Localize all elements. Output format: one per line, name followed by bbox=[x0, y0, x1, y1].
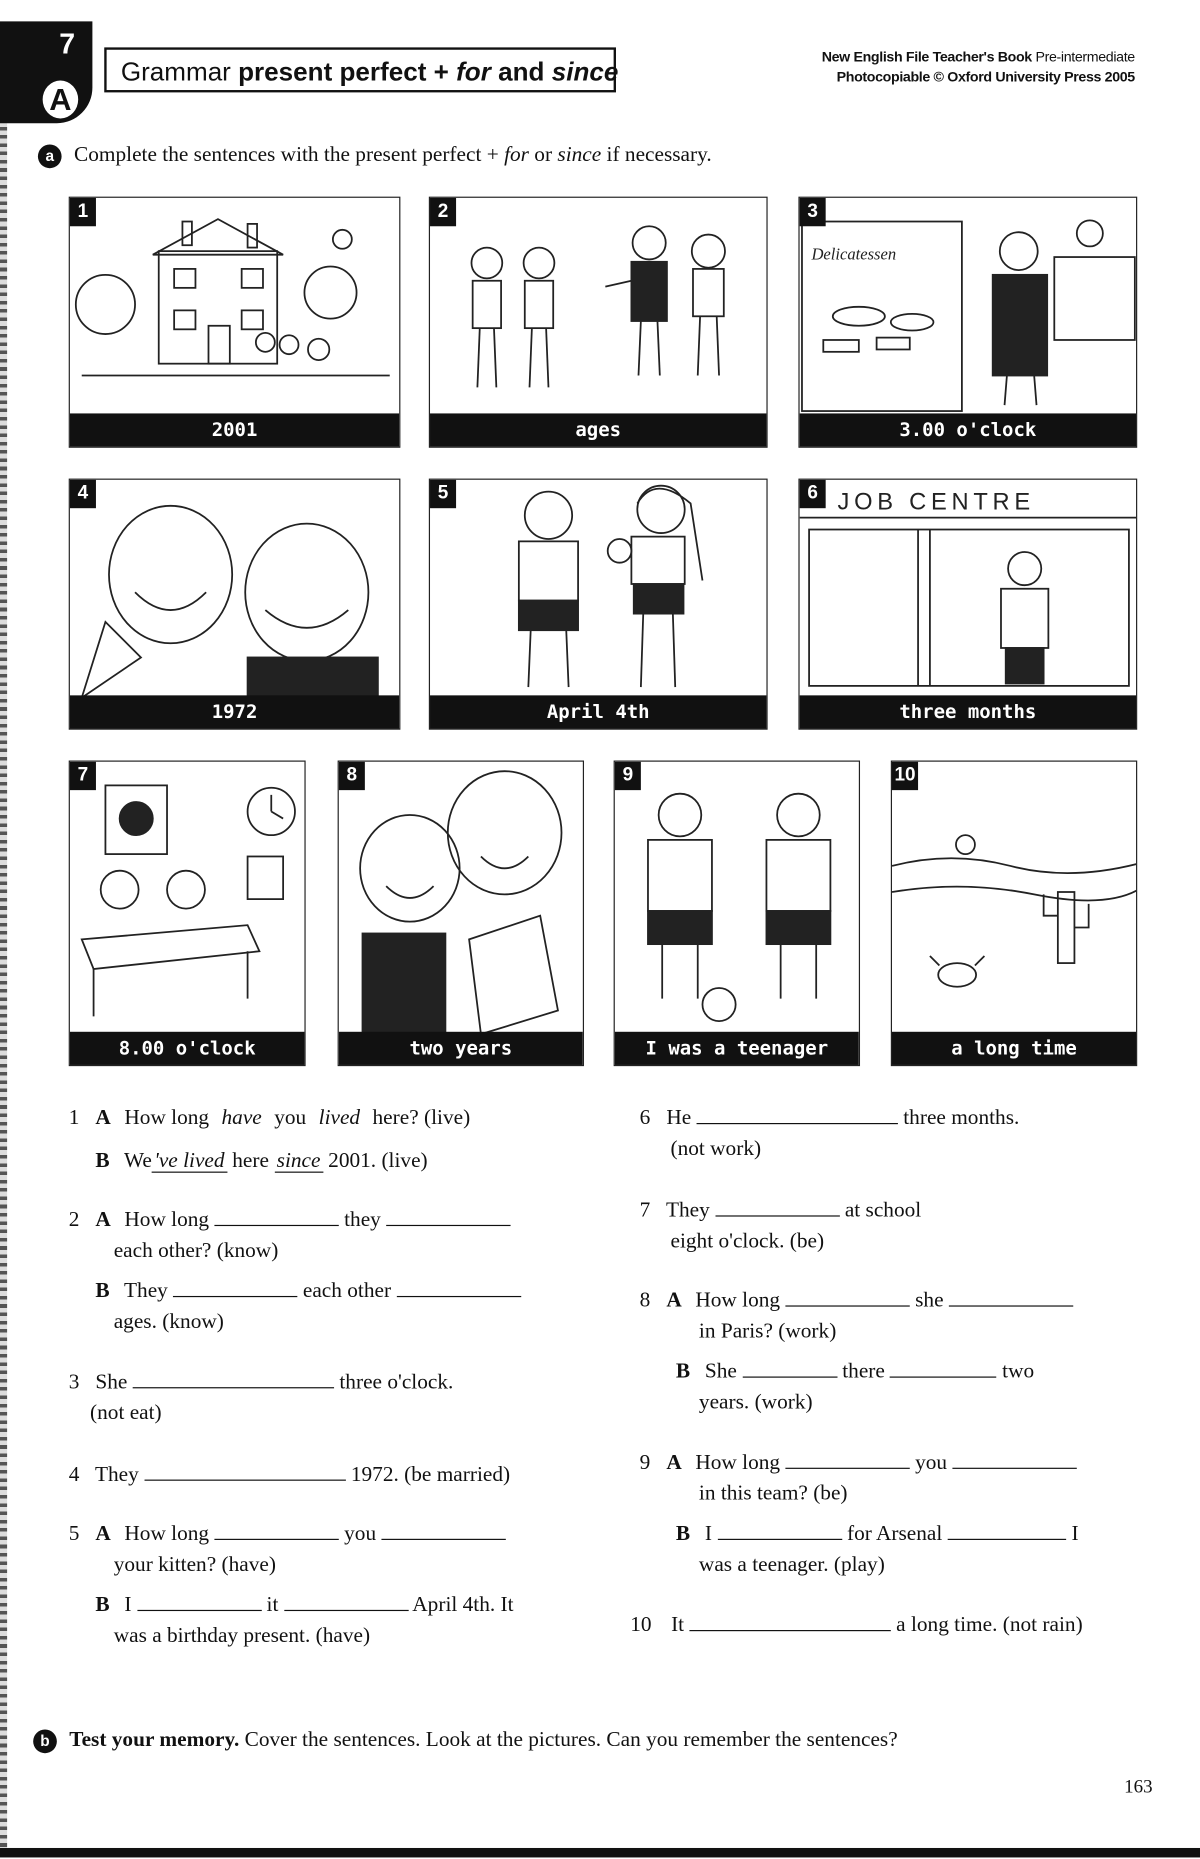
exercise-5 bbox=[69, 1517, 514, 1650]
text: (not eat) bbox=[90, 1400, 162, 1424]
text: your kitten? (have) bbox=[113, 1551, 276, 1576]
football-players-icon bbox=[615, 762, 860, 1034]
picture-panel-8 bbox=[338, 761, 584, 1067]
text: they bbox=[344, 1207, 381, 1231]
picture-panel-9 bbox=[614, 761, 860, 1067]
exercise-number: 2 bbox=[68, 1207, 80, 1231]
exercise-number: 9 bbox=[639, 1449, 651, 1474]
delicatessen-woman-icon bbox=[800, 198, 1138, 416]
picture-number: 5 bbox=[430, 480, 456, 508]
text: was a teenager. (play) bbox=[698, 1551, 885, 1576]
picture-number: 1 bbox=[70, 198, 96, 226]
example-answer: have bbox=[221, 1105, 262, 1129]
exercise-number: 3 bbox=[68, 1369, 80, 1394]
picture-number: 8 bbox=[339, 762, 365, 790]
exercise-2 bbox=[69, 1204, 521, 1337]
text: in this team? (be) bbox=[698, 1480, 848, 1505]
instruction-since: since bbox=[557, 142, 602, 166]
picture-caption: three months bbox=[800, 695, 1136, 728]
unit-badge bbox=[0, 21, 92, 123]
publisher-copyright: Photocopiable © Oxford University Press 2005 bbox=[836, 68, 1135, 86]
example-answer: lived bbox=[318, 1105, 361, 1129]
couple-with-map-icon bbox=[339, 762, 584, 1034]
text: 1972. (be married) bbox=[350, 1461, 511, 1486]
answer-blank[interactable] bbox=[949, 1284, 1073, 1307]
text: How long bbox=[695, 1449, 781, 1474]
wedding-couple-icon bbox=[70, 480, 401, 698]
school-boys-desk-icon bbox=[70, 762, 306, 1034]
answer-blank[interactable] bbox=[396, 1275, 520, 1298]
exercise-number: 7 bbox=[639, 1197, 651, 1222]
speaker-b: B bbox=[95, 1278, 110, 1302]
picture-number: 2 bbox=[430, 198, 456, 226]
text: here bbox=[232, 1147, 269, 1172]
page-title bbox=[104, 47, 619, 92]
speaker-b: B bbox=[675, 1358, 691, 1383]
answer-blank[interactable] bbox=[137, 1589, 261, 1612]
exercise-3 bbox=[69, 1366, 454, 1428]
text: in Paris? (work) bbox=[698, 1318, 837, 1343]
text: three o'clock. bbox=[339, 1369, 454, 1394]
text: They bbox=[94, 1461, 139, 1486]
exercise-9 bbox=[640, 1446, 1079, 1579]
answer-blank[interactable] bbox=[689, 1609, 890, 1632]
section-marker-a: a bbox=[38, 144, 62, 168]
title-main: present perfect + bbox=[238, 56, 449, 87]
text: I bbox=[704, 1521, 712, 1545]
picture-number: 9 bbox=[615, 762, 641, 790]
text: They bbox=[124, 1278, 168, 1302]
picture-caption: two years bbox=[339, 1032, 583, 1065]
text: three months. bbox=[903, 1105, 1020, 1129]
text: How long bbox=[124, 1105, 210, 1129]
text: was a birthday present. (have) bbox=[113, 1622, 371, 1647]
text: eight o'clock. (be) bbox=[670, 1228, 825, 1253]
bottom-rule bbox=[0, 1848, 1200, 1857]
page-number: 163 bbox=[1124, 1776, 1153, 1798]
picture-panel-3 bbox=[798, 197, 1137, 448]
text: you bbox=[915, 1449, 948, 1474]
job-centre-man-icon bbox=[800, 480, 1138, 698]
picture-caption: ages bbox=[430, 413, 766, 446]
text: She bbox=[704, 1358, 737, 1383]
text: you bbox=[344, 1521, 377, 1545]
answer-blank[interactable] bbox=[785, 1284, 909, 1307]
exercise-number: 1 bbox=[68, 1105, 80, 1129]
exercise-1 bbox=[69, 1102, 470, 1175]
title-and: and bbox=[498, 56, 545, 87]
picture-caption: 2001 bbox=[70, 413, 399, 446]
answer-blank[interactable] bbox=[890, 1355, 997, 1378]
picture-number: 6 bbox=[800, 480, 826, 508]
answer-blank[interactable] bbox=[173, 1275, 297, 1298]
picture-panel-6 bbox=[798, 479, 1137, 730]
two-couples-icon bbox=[430, 198, 768, 416]
text: there bbox=[842, 1358, 885, 1383]
text: two bbox=[1002, 1358, 1035, 1383]
instruction-b-text: Cover the sentences. Look at the pictures. Can you remember the sentences? bbox=[244, 1727, 898, 1751]
answer-blank[interactable] bbox=[717, 1517, 841, 1540]
text: you bbox=[274, 1105, 307, 1129]
unit-letter: A bbox=[43, 81, 79, 119]
instruction-b-bold: Test your memory. bbox=[69, 1727, 240, 1751]
exercise-4 bbox=[69, 1458, 510, 1489]
text: We bbox=[124, 1147, 152, 1172]
answer-blank[interactable] bbox=[133, 1366, 334, 1389]
text: it bbox=[266, 1592, 279, 1616]
section-marker-b: b bbox=[33, 1729, 57, 1753]
text: ages. (know) bbox=[113, 1308, 224, 1333]
text: here? (live) bbox=[372, 1105, 471, 1129]
instruction-a bbox=[38, 142, 712, 168]
picture-number: 4 bbox=[70, 480, 96, 508]
answer-blank[interactable] bbox=[214, 1204, 338, 1227]
publisher-level: Pre-intermediate bbox=[1035, 48, 1135, 66]
exercise-10 bbox=[630, 1609, 1082, 1640]
answer-blank[interactable] bbox=[715, 1194, 839, 1217]
instruction-for: for bbox=[504, 142, 529, 166]
picture-caption: April 4th bbox=[430, 695, 766, 728]
exercise-number: 8 bbox=[639, 1287, 651, 1312]
exercise-8 bbox=[640, 1284, 1074, 1417]
example-answer: 've lived bbox=[152, 1148, 227, 1173]
picture-panel-2 bbox=[429, 197, 768, 448]
title-for: for bbox=[456, 56, 491, 87]
text: a long time. (not rain) bbox=[896, 1612, 1083, 1636]
answer-blank[interactable] bbox=[697, 1102, 898, 1125]
answer-blank[interactable] bbox=[742, 1355, 837, 1378]
instruction-b bbox=[33, 1727, 898, 1753]
text: They bbox=[665, 1197, 710, 1222]
text: I bbox=[1071, 1521, 1079, 1545]
text: at school bbox=[844, 1197, 922, 1222]
picture-panel-1 bbox=[69, 197, 401, 448]
text: I bbox=[124, 1592, 132, 1616]
instruction-end: if necessary. bbox=[606, 142, 712, 166]
answer-blank[interactable] bbox=[785, 1446, 909, 1469]
picture-number: 3 bbox=[800, 198, 826, 226]
answer-blank[interactable] bbox=[381, 1517, 505, 1540]
house-family-icon bbox=[70, 198, 401, 416]
desert-cactus-icon bbox=[892, 762, 1137, 1034]
picture-caption: I was a teenager bbox=[615, 1032, 859, 1065]
text: 2001. (live) bbox=[328, 1147, 428, 1172]
instruction-text: Complete the sentences with the present perfect + bbox=[74, 142, 499, 166]
speaker-a: A bbox=[666, 1449, 682, 1474]
picture-number: 10 bbox=[892, 762, 918, 790]
speaker-b: B bbox=[95, 1592, 110, 1616]
picture-panel-4 bbox=[69, 479, 401, 730]
picture-panel-7 bbox=[69, 761, 306, 1067]
job-centre-sign: JOB CENTRE bbox=[837, 489, 1035, 516]
picture-caption: 8.00 o'clock bbox=[70, 1032, 305, 1065]
speaker-a: A bbox=[95, 1105, 111, 1129]
example-answer: since bbox=[274, 1148, 323, 1173]
unit-number: 7 bbox=[59, 28, 76, 61]
picture-panel-10 bbox=[891, 761, 1137, 1067]
publisher-info bbox=[822, 47, 1135, 87]
text: each other bbox=[302, 1278, 392, 1302]
girls-with-kitten-icon bbox=[430, 480, 768, 698]
instruction-or: or bbox=[534, 142, 553, 166]
exercise-6 bbox=[640, 1102, 1020, 1164]
text: He bbox=[666, 1105, 692, 1129]
picture-number: 7 bbox=[70, 762, 96, 790]
picture-caption: 1972 bbox=[70, 695, 399, 728]
exercise-7 bbox=[640, 1194, 922, 1256]
answer-blank[interactable] bbox=[284, 1589, 408, 1612]
text: for Arsenal bbox=[846, 1521, 943, 1545]
answer-blank[interactable] bbox=[952, 1446, 1076, 1469]
answer-blank[interactable] bbox=[144, 1458, 345, 1481]
answer-blank[interactable] bbox=[386, 1204, 510, 1227]
text: How long bbox=[124, 1207, 210, 1231]
speaker-a: A bbox=[666, 1287, 682, 1312]
picture-caption: a long time bbox=[892, 1032, 1136, 1065]
text: each other? (know) bbox=[113, 1237, 279, 1262]
title-since: since bbox=[551, 56, 619, 87]
text: How long bbox=[124, 1521, 210, 1545]
answer-blank[interactable] bbox=[948, 1517, 1066, 1540]
speaker-a: A bbox=[95, 1521, 111, 1545]
text: She bbox=[95, 1369, 128, 1394]
text: years. (work) bbox=[698, 1389, 813, 1414]
text: she bbox=[915, 1287, 944, 1312]
text: How long bbox=[695, 1287, 781, 1312]
text: April 4th. It bbox=[412, 1592, 514, 1616]
exercise-number: 6 bbox=[639, 1105, 651, 1129]
title-prefix: Grammar bbox=[120, 56, 231, 87]
picture-caption: 3.00 o'clock bbox=[800, 413, 1136, 446]
answer-blank[interactable] bbox=[214, 1517, 338, 1540]
text: (not work) bbox=[670, 1136, 762, 1160]
exercise-number: 10 bbox=[630, 1612, 652, 1636]
exercise-number: 5 bbox=[68, 1521, 80, 1545]
picture-panel-5 bbox=[429, 479, 768, 730]
publisher-book: New English File Teacher's Book bbox=[821, 48, 1032, 66]
svg-text:Delicatessen: Delicatessen bbox=[811, 244, 897, 264]
exercise-number: 4 bbox=[68, 1461, 80, 1486]
text: It bbox=[671, 1612, 685, 1636]
speaker-a: A bbox=[95, 1207, 111, 1231]
page-edge-shading bbox=[0, 118, 7, 1848]
speaker-b: B bbox=[95, 1147, 110, 1172]
speaker-b: B bbox=[675, 1521, 691, 1545]
